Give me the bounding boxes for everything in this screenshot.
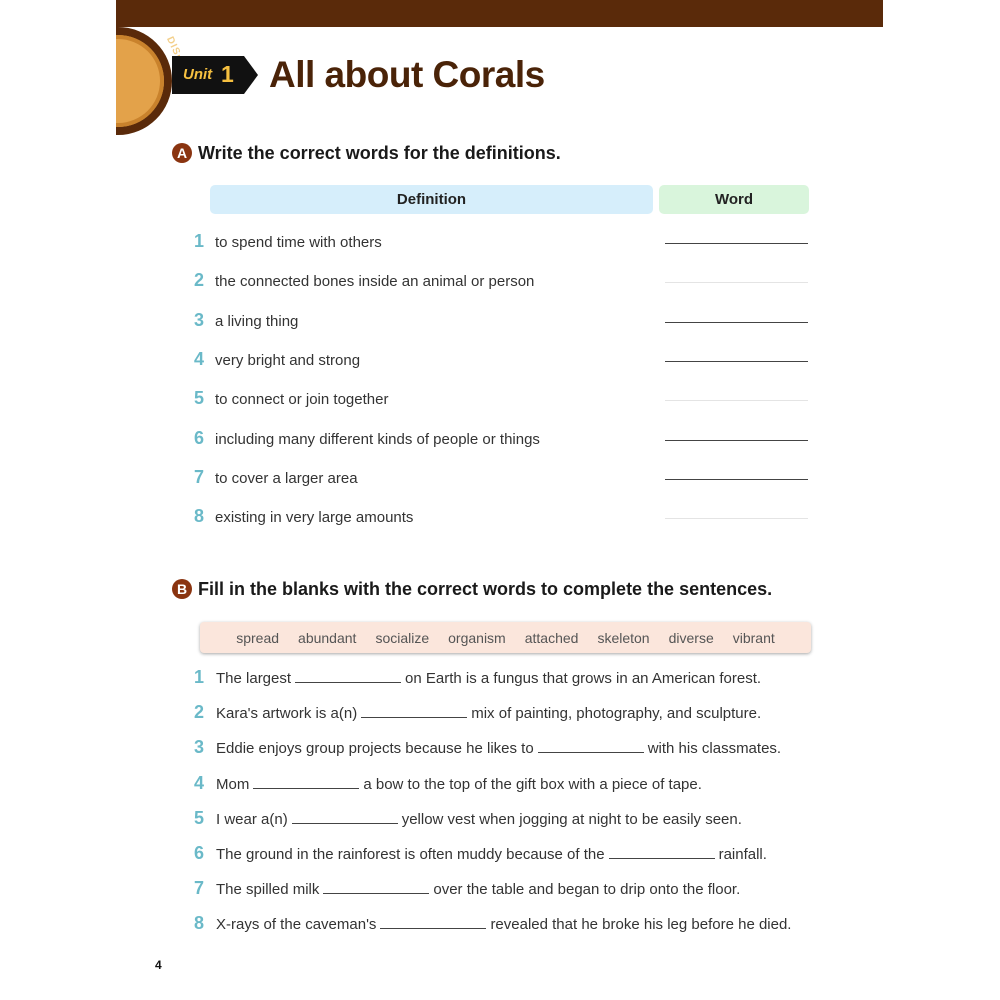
word-bank-item: vibrant	[732, 629, 775, 646]
section-a-instruction: Write the correct words for the definitions.	[198, 143, 561, 163]
section-b-badge: B	[172, 579, 192, 599]
answer-blank[interactable]	[665, 322, 808, 323]
item-number: 6	[194, 843, 205, 863]
sentence-end: rainfall.	[718, 846, 767, 863]
answer-blank[interactable]	[665, 243, 808, 244]
sentence-start: Eddie enjoys group projects because he likes to	[216, 740, 534, 757]
answer-blank[interactable]	[380, 916, 486, 929]
definition-text: to spend time with others	[215, 234, 382, 251]
sentence-start: The largest	[216, 670, 292, 687]
definition-text: including many different kinds of people or things	[215, 431, 540, 448]
definition-row	[194, 349, 810, 373]
item-number: 5	[194, 808, 205, 828]
definition-row	[194, 231, 810, 255]
sentence-row	[194, 843, 834, 867]
sentence-end: yellow vest when jogging at night to be easily seen.	[401, 811, 742, 828]
item-number: 8	[194, 506, 205, 526]
answer-blank[interactable]	[665, 361, 808, 362]
section-b-instruction: Fill in the blanks with the correct words to complete the sentences.	[198, 579, 773, 599]
sentence-start: Mom	[216, 776, 250, 793]
sentence-end: over the table and began to drip onto the floor.	[433, 881, 741, 898]
item-number: 1	[194, 231, 205, 251]
definition-text: to cover a larger area	[215, 470, 358, 487]
definition-row	[194, 428, 810, 452]
sentence-row	[194, 913, 834, 937]
word-bank-item: socialize	[375, 629, 430, 646]
answer-blank[interactable]	[665, 518, 808, 519]
definition-text: the connected bones inside an animal or person	[215, 273, 535, 290]
sentence-row	[194, 878, 834, 902]
answer-blank[interactable]	[538, 740, 644, 753]
unit-tag	[172, 56, 258, 94]
answer-blank[interactable]	[361, 705, 467, 718]
item-number: 5	[194, 388, 205, 408]
sentence-start: Kara's artwork is a(n)	[216, 705, 358, 722]
sentence-row	[194, 702, 834, 726]
sentence-row	[194, 808, 834, 832]
sentence-start: The spilled milk	[216, 881, 320, 898]
sentence-end: a bow to the top of the gift box with a piece of tape.	[363, 776, 702, 793]
unit-label: Unit	[183, 66, 213, 83]
answer-blank[interactable]	[665, 479, 808, 480]
item-number: 2	[194, 270, 205, 290]
definition-column-header: Definition	[210, 185, 653, 214]
page-number: 4	[155, 958, 162, 972]
section-a-badge: A	[172, 143, 192, 163]
word-bank	[200, 622, 811, 653]
sentence-end: mix of painting, photography, and sculpture.	[471, 705, 762, 722]
answer-blank[interactable]	[665, 440, 808, 441]
unit-emblem	[116, 27, 180, 135]
sentence-start: The ground in the rainforest is often muddy because of the	[216, 846, 605, 863]
page-title: All about Corals	[269, 54, 545, 95]
section-b-heading	[172, 579, 772, 600]
definition-row	[194, 467, 810, 491]
item-number: 3	[194, 737, 205, 757]
answer-blank[interactable]	[609, 846, 715, 859]
sentence-end: on Earth is a fungus that grows in an American forest.	[405, 670, 762, 687]
item-number: 3	[194, 310, 205, 330]
word-column-header: Word	[659, 185, 809, 214]
word-bank-item: organism	[448, 629, 506, 646]
item-number: 4	[194, 773, 205, 793]
sentence-end: revealed that he broke his leg before he died.	[490, 916, 792, 933]
definition-text: a living thing	[215, 313, 299, 330]
word-bank-item: attached	[524, 629, 579, 646]
definition-row	[194, 388, 810, 412]
word-bank-item: abundant	[298, 629, 357, 646]
word-bank-item: diverse	[668, 629, 714, 646]
word-bank-item: spread	[236, 629, 280, 646]
answer-blank[interactable]	[253, 776, 359, 789]
sentence-start: I wear a(n)	[216, 811, 288, 828]
answer-blank[interactable]	[323, 881, 429, 894]
answer-blank[interactable]	[665, 282, 808, 283]
header-bar	[116, 0, 883, 27]
item-number: 6	[194, 428, 205, 448]
item-number: 4	[194, 349, 205, 369]
definition-row	[194, 506, 810, 530]
sentence-row	[194, 773, 834, 797]
unit-number: 1	[221, 61, 234, 87]
word-bank-item: skeleton	[597, 629, 650, 646]
section-a-heading	[172, 143, 561, 164]
definition-row	[194, 310, 810, 334]
item-number: 2	[194, 702, 205, 722]
sentence-start: X-rays of the caveman's	[216, 916, 377, 933]
sentence-row	[194, 667, 834, 691]
item-number: 1	[194, 667, 205, 687]
sentence-end: with his classmates.	[647, 740, 782, 757]
item-number: 7	[194, 467, 205, 487]
definition-text: very bright and strong	[215, 352, 361, 369]
item-number: 7	[194, 878, 205, 898]
definition-text: to connect or join together	[215, 391, 389, 408]
answer-blank[interactable]	[665, 400, 808, 401]
definition-row	[194, 270, 810, 294]
item-number: 8	[194, 913, 205, 933]
answer-blank[interactable]	[295, 670, 401, 683]
answer-blank[interactable]	[292, 811, 398, 824]
sentence-row	[194, 737, 834, 761]
definition-text: existing in very large amounts	[215, 509, 414, 526]
